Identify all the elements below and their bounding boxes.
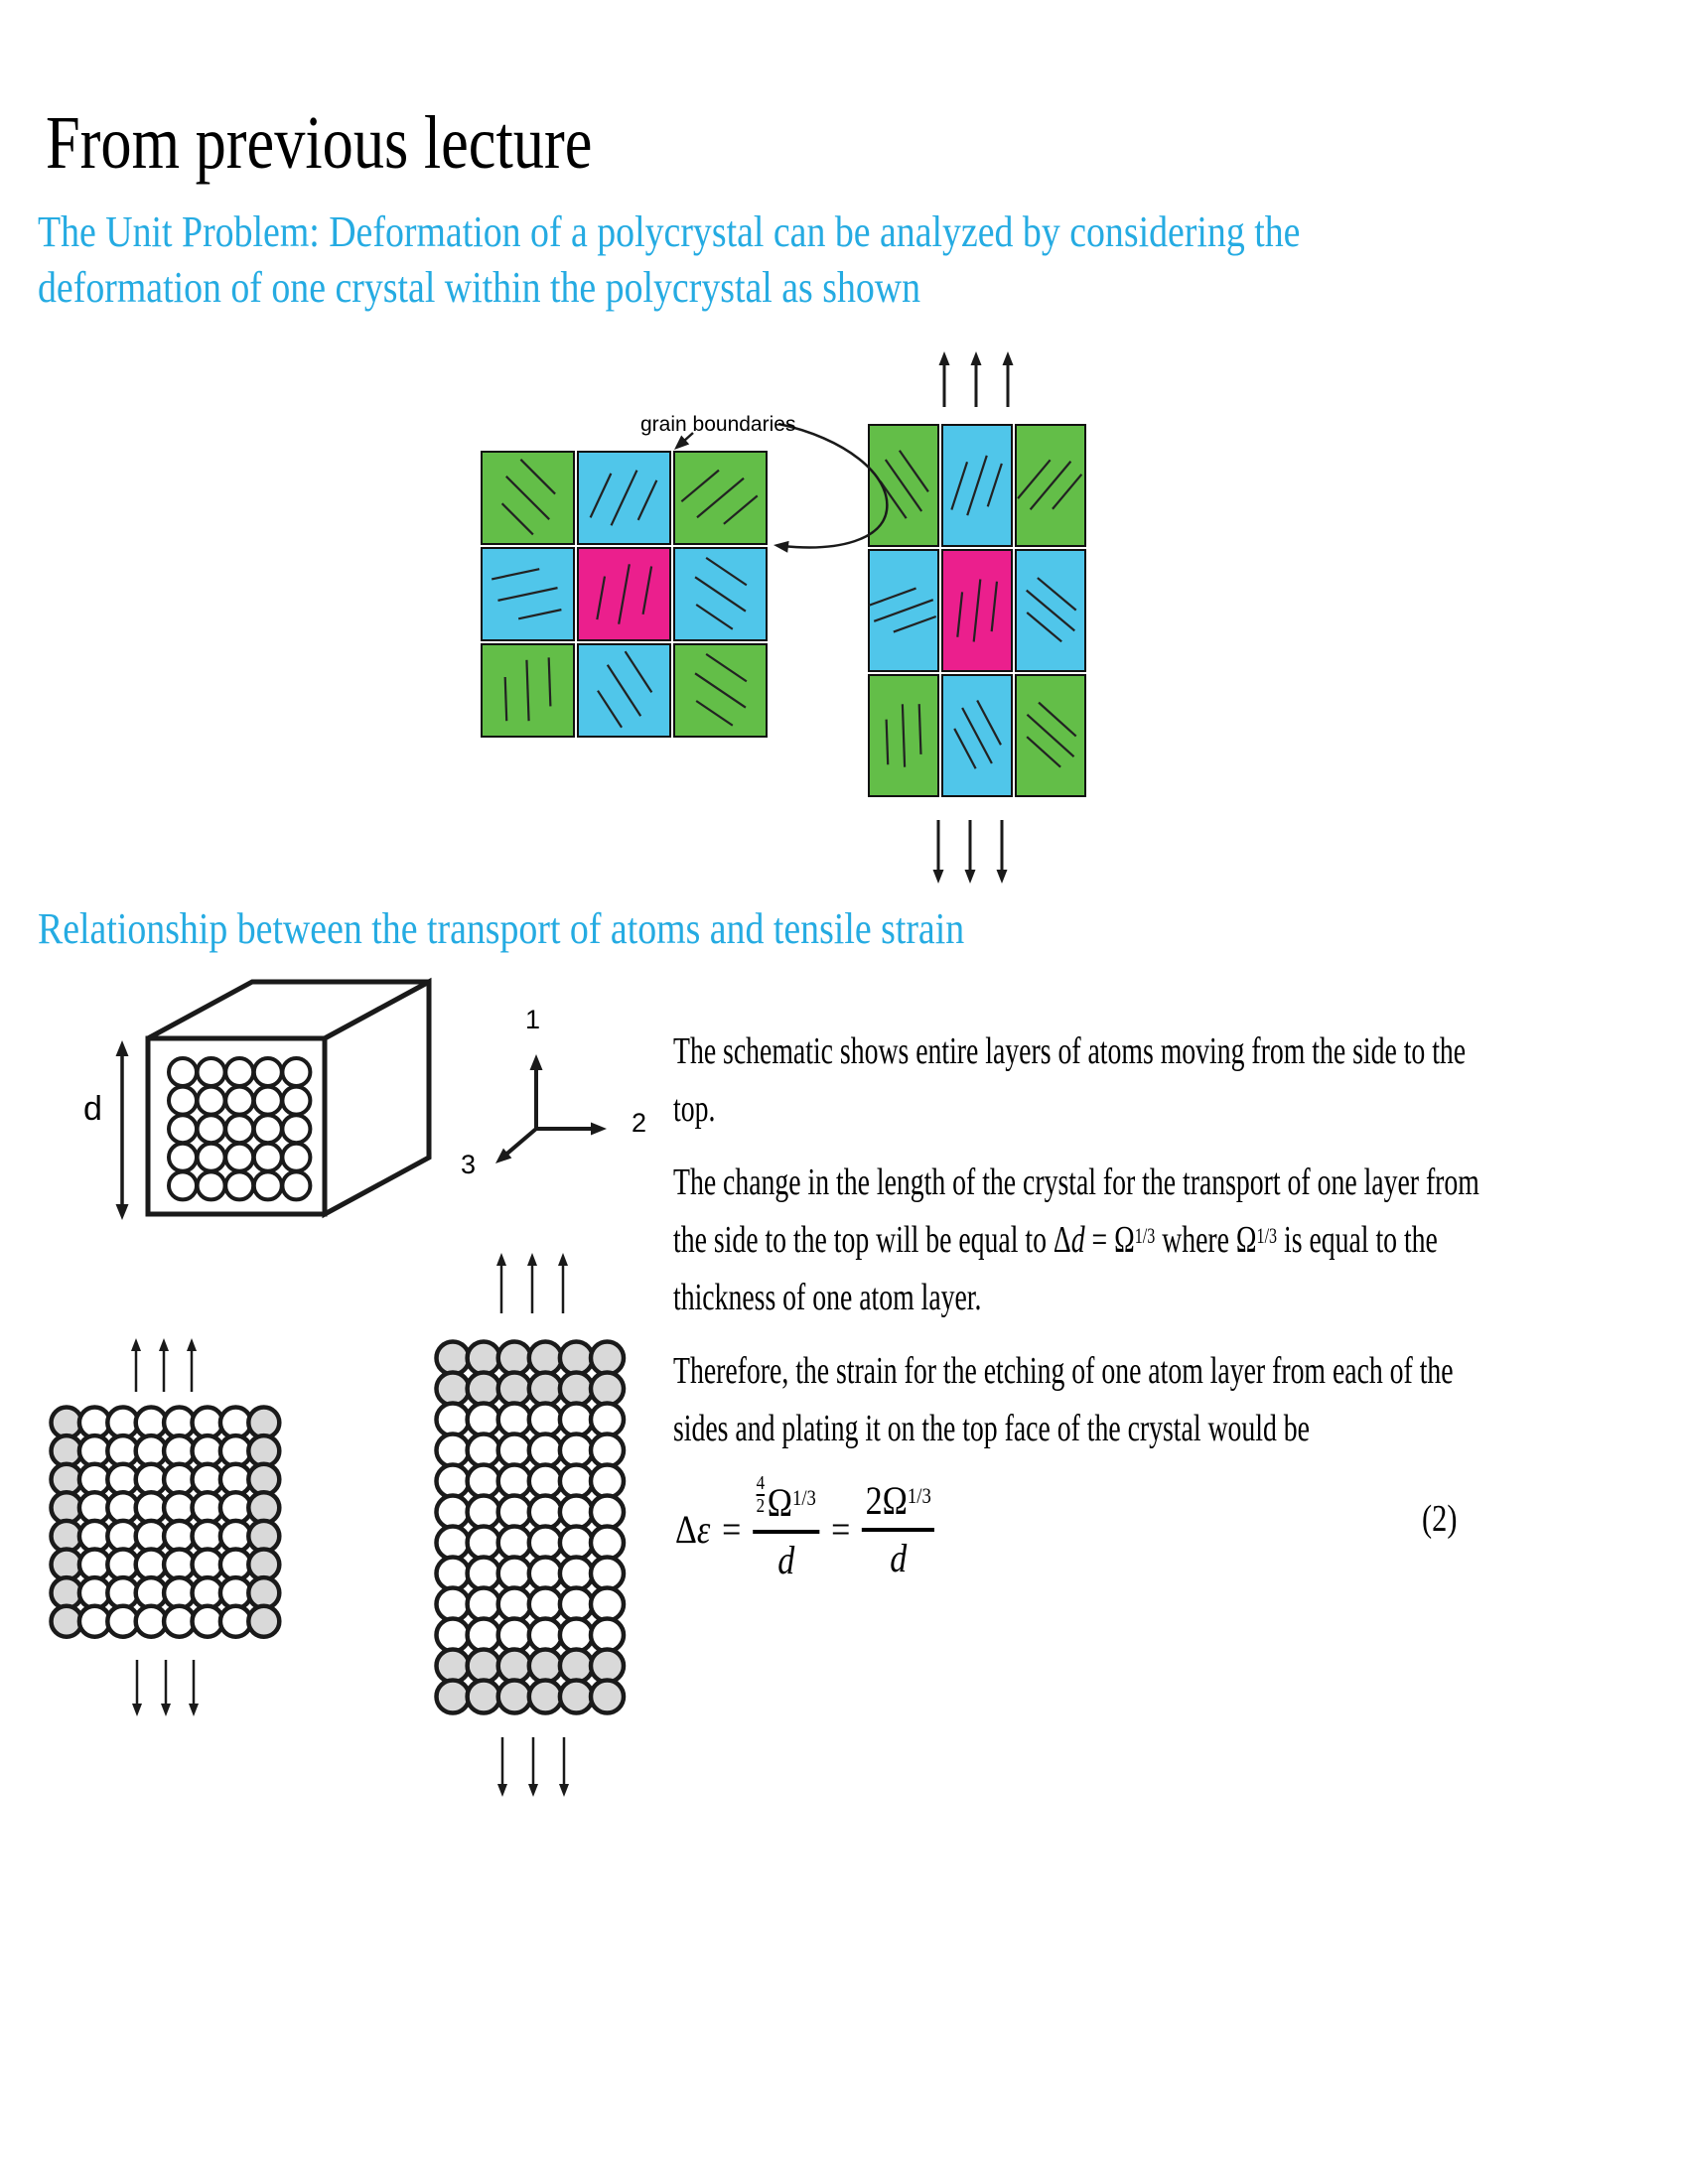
strain-equation: Δε = 4 2 Ω 1/3 d = 2 Ω 1/3 d <box>675 1477 934 1582</box>
dimension-d-label: d <box>83 1090 102 1128</box>
paragraph2-line3: thickness of one atom layer. <box>673 1277 982 1318</box>
equation-lhs: Δε <box>675 1507 711 1553</box>
heading-unit-problem <box>38 205 1300 316</box>
paragraph1-line1: The schematic shows entire layers of atoms moving from the side to the <box>673 1030 1467 1072</box>
heading-relationship: Relationship between the transport of atoms and tensile strain <box>38 904 965 953</box>
page-title: From previous lecture <box>46 101 593 185</box>
grain-boundaries-label: grain boundaries <box>640 413 796 436</box>
equation-fraction-1: 4 2 Ω 1/3 d <box>753 1477 819 1582</box>
body-text-column <box>673 1023 1676 1457</box>
delta-d-math: Δ <box>1053 1219 1071 1261</box>
paragraph3-line1: Therefore, the strain for the etching of one atom layer from each of the <box>673 1350 1454 1392</box>
paragraph1-line2: top. <box>673 1088 716 1130</box>
axis-3-label: 3 <box>461 1150 477 1179</box>
heading-unit-problem-line2: deformation of one crystal within the polycrystal as shown <box>38 263 921 312</box>
axis-2-label: 2 <box>632 1108 647 1138</box>
paragraph2-line1: The change in the length of the crystal for the transport of one layer from <box>673 1161 1479 1203</box>
mini-fraction: 4 2 <box>756 1472 766 1517</box>
paragraph2-line2: the side to the top will be equal to $\Delta d = \Omega^{1/3}$ where $\Omega^{1/3}$ is equal to the <box>673 1219 1438 1261</box>
heading-unit-problem-line1: The Unit Problem: Deformation of a polycrystal can be analyzed by considering the <box>38 207 1301 256</box>
fraction-bar <box>862 1528 934 1532</box>
fraction-bar <box>753 1530 819 1534</box>
equation-fraction-2: 2 Ω 1/3 d <box>862 1479 934 1580</box>
paragraph3-line2: sides and plating it on the top face of the crystal would be <box>673 1408 1310 1449</box>
axis-1-label: 1 <box>525 1005 541 1034</box>
omega-math: Ω <box>1235 1219 1257 1261</box>
equation-number: (2) <box>1422 1498 1458 1540</box>
